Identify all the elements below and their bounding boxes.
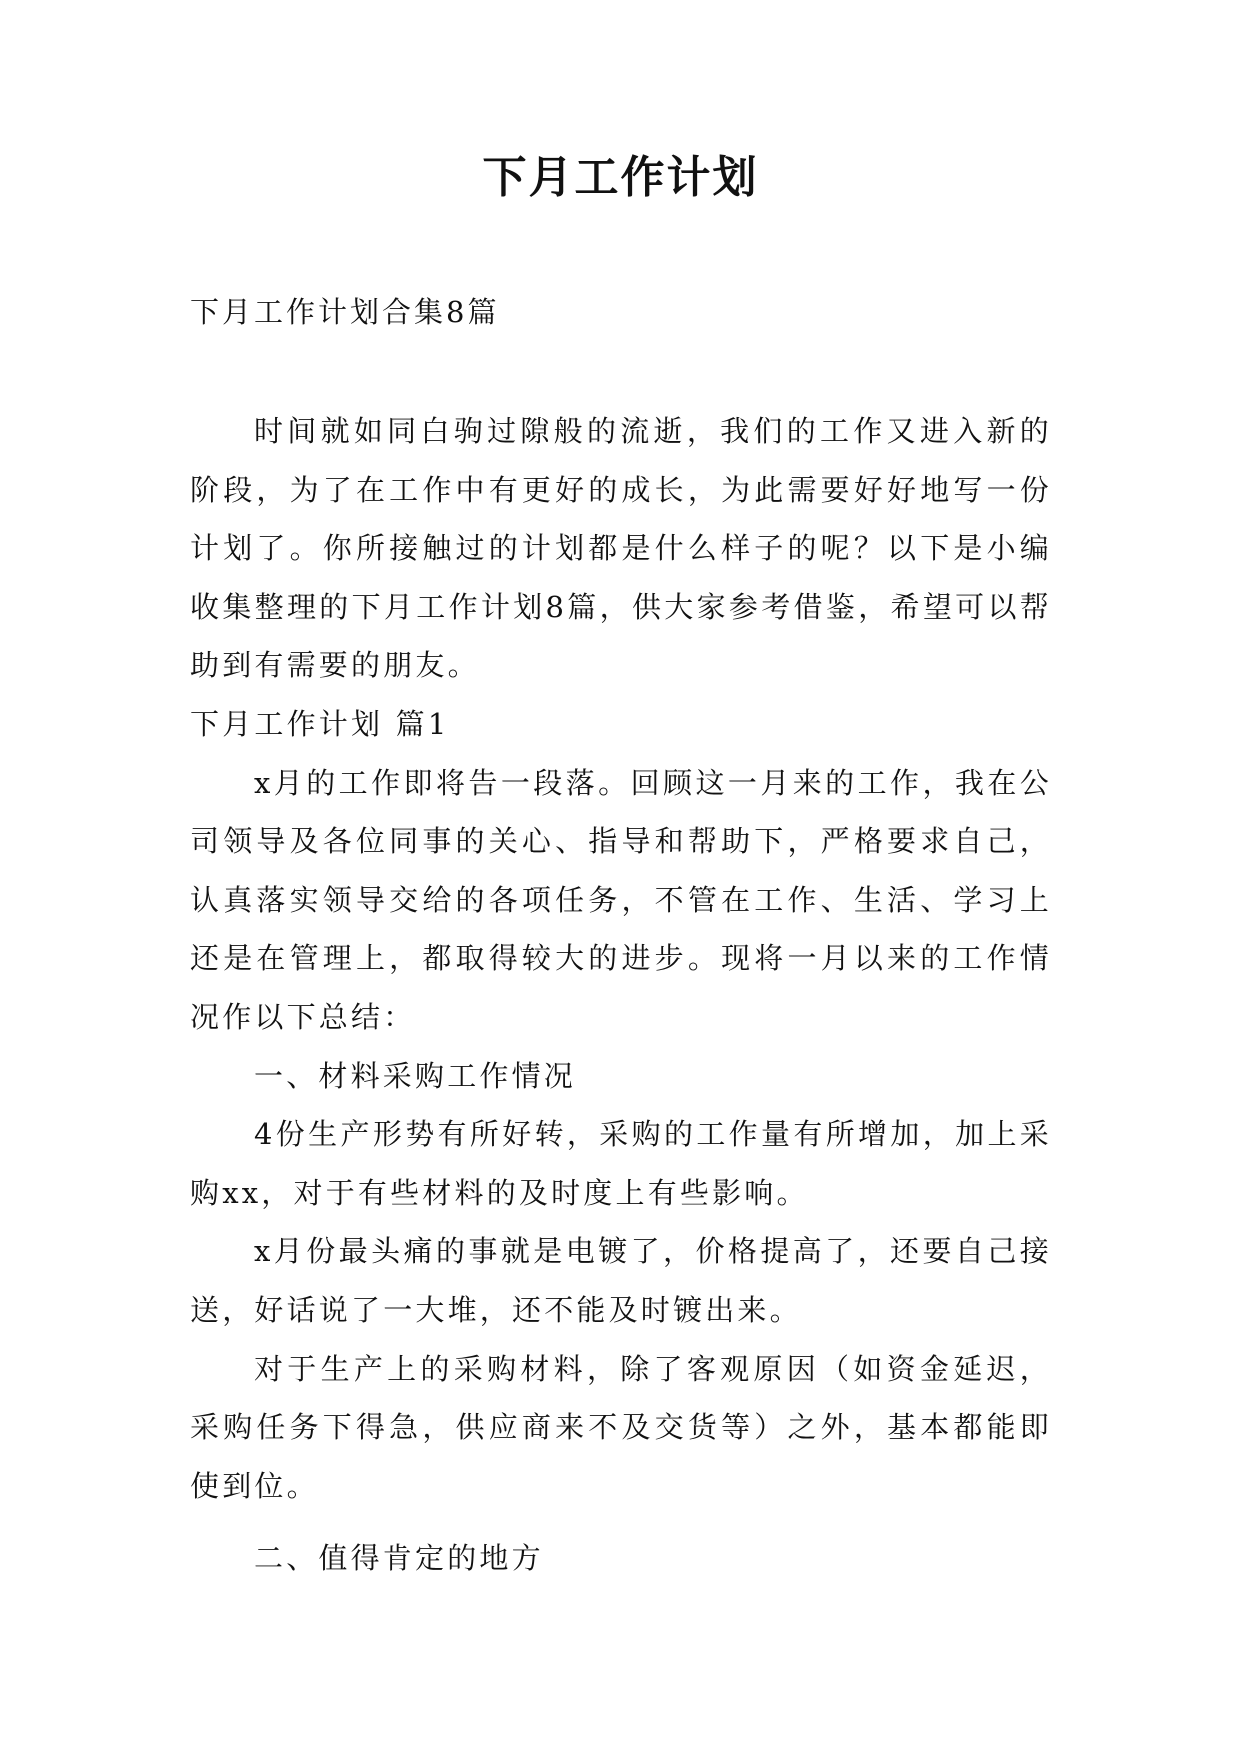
materials-paragraph-3: 对于生产上的采购材料，除了客观原因（如资金延迟，采购任务下得急，供应商来不及交货等）之外，基本都能即使到位。	[190, 1351, 1052, 1503]
document-subtitle: 下月工作计划合集8篇	[190, 295, 500, 329]
section-heading: 下月工作计划 篇1	[190, 706, 450, 741]
materials-paragraph-1: 4份生产形势有所好转，采购的工作量有所增加，加上采购xx，对于有些材料的及时度上有些影响。	[190, 1117, 1052, 1210]
intro-paragraph: 时间就如同白驹过隙般的流逝，我们的工作又进入新的阶段，为了在工作中有更好的成长，为此需要好好地写一份计划了。你所接触过的计划都是什么样子的呢？以下是小编收集整理的下月工作计划8篇，供大家参考借鉴，希望可以帮助到有需要的朋友。	[190, 414, 1052, 683]
subsection-heading-positives: 二、值得肯定的地方	[254, 1541, 544, 1576]
subsection-heading-materials: 一、材料采购工作情况	[254, 1058, 577, 1093]
document-title: 下月工作计划	[482, 152, 759, 203]
document-body	[190, 402, 1052, 1588]
paragraph-spacer	[190, 1515, 1052, 1529]
summary-paragraph: x月的工作即将告一段落。回顾这一月来的工作，我在公司领导及各位同事的关心、指导和帮助下，严格要求自己，认真落实领导交给的各项任务，不管在工作、生活、学习上还是在管理上，都取得较大的进步。现将一月以来的工作情况作以下总结：	[190, 765, 1052, 1034]
materials-paragraph-2: x月份最头痛的事就是电镀了，价格提高了，还要自己接送，好话说了一大堆，还不能及时镀出来。	[190, 1234, 1052, 1327]
